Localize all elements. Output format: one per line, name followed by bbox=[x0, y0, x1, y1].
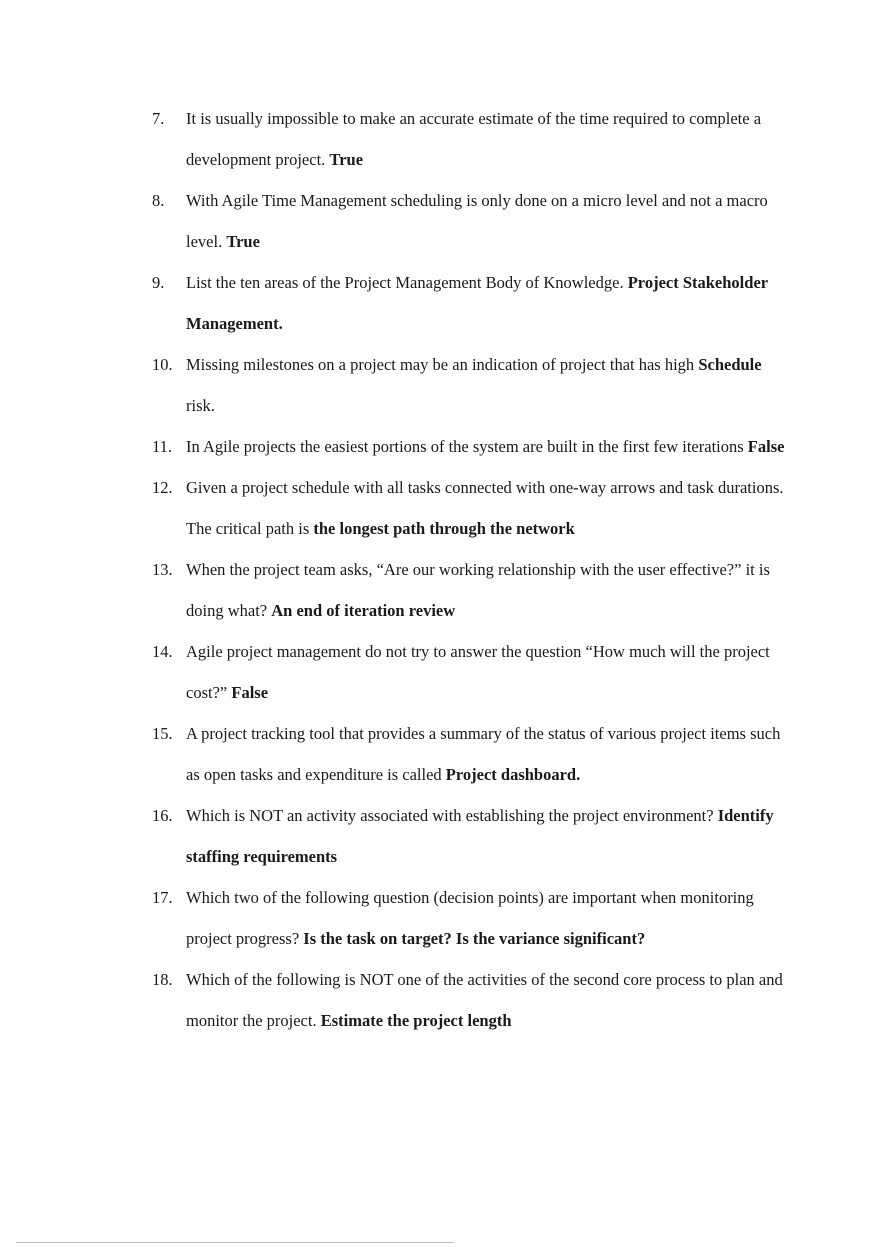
question-body bbox=[186, 180, 792, 262]
question-body bbox=[186, 426, 792, 467]
answer-text: Schedule bbox=[698, 355, 762, 374]
question-body bbox=[186, 98, 792, 180]
answer-text: the longest path through the network bbox=[313, 519, 575, 538]
question-number: 8. bbox=[152, 191, 165, 210]
question-item bbox=[152, 713, 792, 795]
question-number: 11. bbox=[152, 437, 173, 456]
question-body bbox=[186, 795, 792, 877]
question-text: Which is NOT an activity associated with establishing the project environment? bbox=[186, 806, 718, 825]
question-item bbox=[152, 795, 792, 877]
question-text: A project tracking tool that provides a summary of the status of various project items such as open tasks and expenditure is called bbox=[186, 724, 781, 784]
question-body bbox=[186, 713, 792, 795]
question-text: Which two of the following question (decision points) are important when monitoring project progress? bbox=[186, 888, 754, 948]
answer-text: Is the task on target? Is the variance significant? bbox=[303, 929, 646, 948]
question-item bbox=[152, 344, 792, 426]
question-text: Agile project management do not try to answer the question “How much will the project cost?” bbox=[186, 642, 770, 702]
question-number: 12. bbox=[152, 478, 173, 497]
question-number: 16. bbox=[152, 806, 173, 825]
question-number: 9. bbox=[152, 273, 165, 292]
question-item bbox=[152, 877, 792, 959]
question-number: 18. bbox=[152, 970, 173, 989]
question-item bbox=[152, 631, 792, 713]
answer-text: Identify staffing requirements bbox=[186, 806, 774, 866]
answer-text: Project Stakeholder Management. bbox=[186, 273, 768, 333]
question-text: It is usually impossible to make an accurate estimate of the time required to complete a development project. bbox=[186, 109, 762, 169]
answer-text: Project dashboard. bbox=[445, 765, 581, 784]
answer-text: An end of iteration review bbox=[271, 601, 456, 620]
question-item bbox=[152, 98, 792, 180]
question-list bbox=[152, 98, 792, 1041]
question-item bbox=[152, 467, 792, 549]
question-body bbox=[186, 877, 792, 959]
question-item bbox=[152, 262, 792, 344]
question-body bbox=[186, 344, 792, 426]
question-body bbox=[186, 549, 792, 631]
question-body bbox=[186, 631, 792, 713]
question-text: Given a project schedule with all tasks connected with one-way arrows and task durations. The critical path is bbox=[186, 478, 784, 538]
question-text: In Agile projects the easiest portions of the system are built in the first few iterations bbox=[186, 437, 748, 456]
question-number: 7. bbox=[152, 109, 165, 128]
question-number: 15. bbox=[152, 724, 173, 743]
question-text: Missing milestones on a project may be an indication of project that has high bbox=[186, 355, 699, 374]
question-item bbox=[152, 549, 792, 631]
footer-rule bbox=[16, 1242, 454, 1243]
answer-text: True bbox=[329, 150, 364, 169]
question-body bbox=[186, 467, 792, 549]
answer-text: True bbox=[226, 232, 260, 251]
answer-text: Estimate the project length bbox=[320, 1011, 512, 1030]
question-number: 13. bbox=[152, 560, 173, 579]
question-text: When the project team asks, “Are our working relationship with the user effective?” it is doing what? bbox=[186, 560, 770, 620]
question-number: 14. bbox=[152, 642, 173, 661]
question-text: Which of the following is NOT one of the activities of the second core process to plan and monitor the project. bbox=[186, 970, 783, 1030]
question-item bbox=[152, 426, 792, 467]
question-body bbox=[186, 959, 792, 1041]
question-body bbox=[186, 262, 792, 344]
question-item bbox=[152, 180, 792, 262]
question-number: 10. bbox=[152, 355, 173, 374]
question-number: 17. bbox=[152, 888, 173, 907]
question-text: With Agile Time Management scheduling is only done on a micro level and not a macro level. bbox=[186, 191, 768, 251]
answer-text: False bbox=[231, 683, 269, 702]
question-item bbox=[152, 959, 792, 1041]
question-text: List the ten areas of the Project Management Body of Knowledge. bbox=[186, 273, 628, 292]
answer-text: False bbox=[747, 437, 785, 456]
question-text: risk. bbox=[186, 396, 215, 415]
